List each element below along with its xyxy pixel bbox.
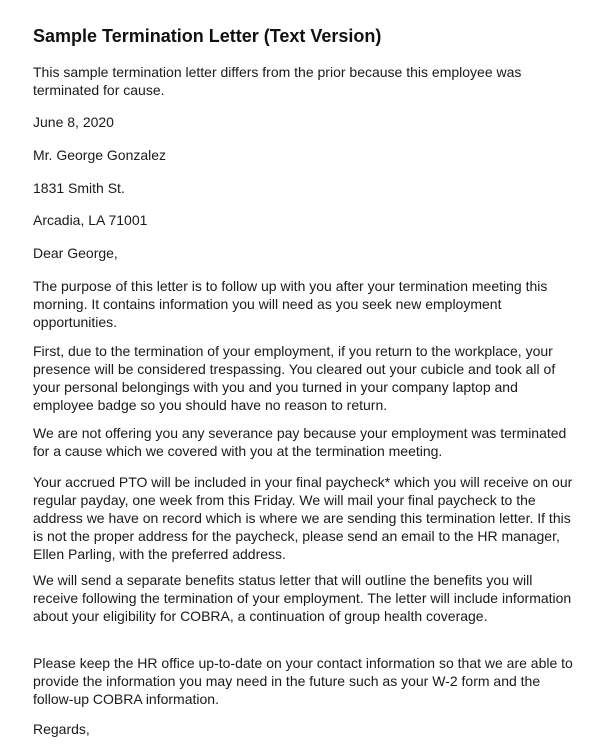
address-line-2: Arcadia, LA 71001 xyxy=(33,212,148,228)
closing: Regards, xyxy=(33,721,90,737)
body-paragraph-benefits: We will send a separate benefits status letter that will outline the benefits you will receive following the termination of your employment. The letter will include information about your eligibility for COBRA, a continuation of group health coverage. xyxy=(33,572,572,624)
document-title: Sample Termination Letter (Text Version) xyxy=(33,26,382,46)
letter-date: June 8, 2020 xyxy=(33,114,114,130)
recipient-name: Mr. George Gonzalez xyxy=(33,147,167,163)
address-line-1: 1831 Smith St. xyxy=(33,180,125,196)
body-paragraph-severance: We are not offering you any severance pay because your employment was terminated for a cause which we covered with you at the termination meeting. xyxy=(33,425,567,459)
salutation: Dear George, xyxy=(33,245,118,261)
body-paragraph-contact: Please keep the HR office up-to-date on your contact information so that we are able to provide the information you may need in the future such as your W-2 form and the follow-up COBRA information. xyxy=(33,655,573,707)
body-paragraph-pto: Your accrued PTO will be included in your final paycheck* which you will receive on our regular payday, one week from this Friday. We will mail your final paycheck to the address we have on record which is where we are sending this termination letter. If this is not the proper address for the paycheck, please send an email to the HR manager, Ellen Parling, with the preferred address. xyxy=(33,474,573,562)
body-paragraph-trespassing: First, due to the termination of your employment, if you return to the workplace, your presence will be considered trespassing. You cleared out your cubicle and took all of your personal belongings with you and you turned in your company laptop and employee badge so you should have no reason to return. xyxy=(33,343,556,413)
intro-paragraph: This sample termination letter differs from the prior because this employee was terminated for cause. xyxy=(33,64,522,98)
body-paragraph-purpose: The purpose of this letter is to follow up with you after your termination meeting this morning. It contains information you will need as you seek new employment opportunities. xyxy=(33,278,548,330)
